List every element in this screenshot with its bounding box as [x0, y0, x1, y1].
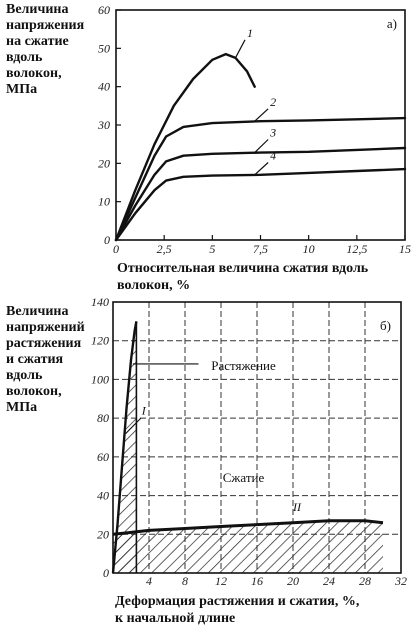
- top-series-2-label: 2: [270, 94, 277, 109]
- bottom-x-tick-label: 32: [395, 574, 407, 588]
- bottom-x-tick-label: 20: [287, 574, 299, 588]
- bottom-panel-label: б): [380, 318, 391, 333]
- top-x-tick-label: 2,5: [156, 242, 172, 256]
- top-y-tick-label: 10: [98, 194, 110, 209]
- bottom-y-tick-label: 80: [97, 411, 109, 426]
- bottom-y-tick-label: 0: [103, 566, 109, 580]
- top-series-3-line: [116, 148, 405, 240]
- bottom-y-tick-label: 60: [97, 449, 109, 464]
- top-series-4-leader: [255, 163, 268, 175]
- bottom-series-I-label: I: [141, 403, 146, 418]
- top-x-tick-label: 7,5: [253, 242, 268, 256]
- top-series-1-label: 1: [247, 25, 254, 40]
- bottom-y-tick-label: 140: [91, 295, 109, 309]
- top-y-tick-label: 20: [98, 156, 110, 171]
- top-x-tick-label: 5: [209, 242, 216, 256]
- bottom-y-tick-label: 100: [91, 372, 109, 387]
- bottom-chart: [91, 295, 407, 588]
- top-x-tick-label: 0: [113, 242, 119, 256]
- top-y-tick-label: 40: [98, 79, 110, 94]
- bottom-tension-annotation: Растяжение: [211, 357, 276, 373]
- top-series-2-leader: [255, 109, 268, 121]
- top-x-tick-label: 10: [302, 242, 315, 256]
- bottom-y-tick-label: 20: [97, 527, 109, 542]
- top-series-4-label: 4: [270, 148, 277, 163]
- bottom-compression-annotation: Сжатие: [222, 470, 265, 486]
- top-series-1-leader: [235, 40, 245, 58]
- bottom-series-II-label: II: [293, 500, 301, 515]
- bottom-y-tick-label: 120: [91, 333, 109, 348]
- top-chart-frame: [116, 10, 405, 240]
- top-x-tick-label: 15: [399, 242, 411, 256]
- bottom-x-tick-label: 4: [146, 574, 152, 588]
- top-chart: [97, 3, 411, 256]
- top-chart-ylabel: Величина напряжения на сжатие вдоль волокон, МПа: [6, 2, 85, 97]
- bottom-x-tick-label: 8: [182, 574, 188, 588]
- top-x-tick-label: 12,5: [346, 242, 368, 256]
- top-y-tick-label: 0: [104, 233, 110, 247]
- bottom-chart-ylabel: Величина напряжений растяжения и сжатия вдоль волокон, МПа: [6, 304, 85, 415]
- top-series-3-leader: [255, 140, 268, 153]
- top-y-tick-label: 30: [98, 118, 110, 132]
- bottom-x-tick-label: 28: [359, 574, 371, 588]
- top-panel-label: а): [386, 16, 397, 31]
- bottom-x-tick-label: 24: [323, 574, 335, 588]
- bottom-chart-xlabel: Деформация растяжения и сжатия, %, к начальной длине: [115, 594, 360, 626]
- top-y-tick-label: 60: [98, 3, 110, 17]
- bottom-x-tick-label: 16: [251, 574, 263, 588]
- bottom-y-tick-label: 40: [97, 488, 109, 503]
- bottom-x-tick-label: 12: [215, 574, 227, 588]
- top-series-3-label: 3: [270, 125, 277, 140]
- top-chart-xlabel: Относительная величина сжатия вдоль волокон, %: [117, 261, 369, 293]
- top-series-4-line: [116, 169, 405, 240]
- top-y-tick-label: 50: [98, 41, 110, 56]
- bottom-compression-area: [113, 521, 383, 573]
